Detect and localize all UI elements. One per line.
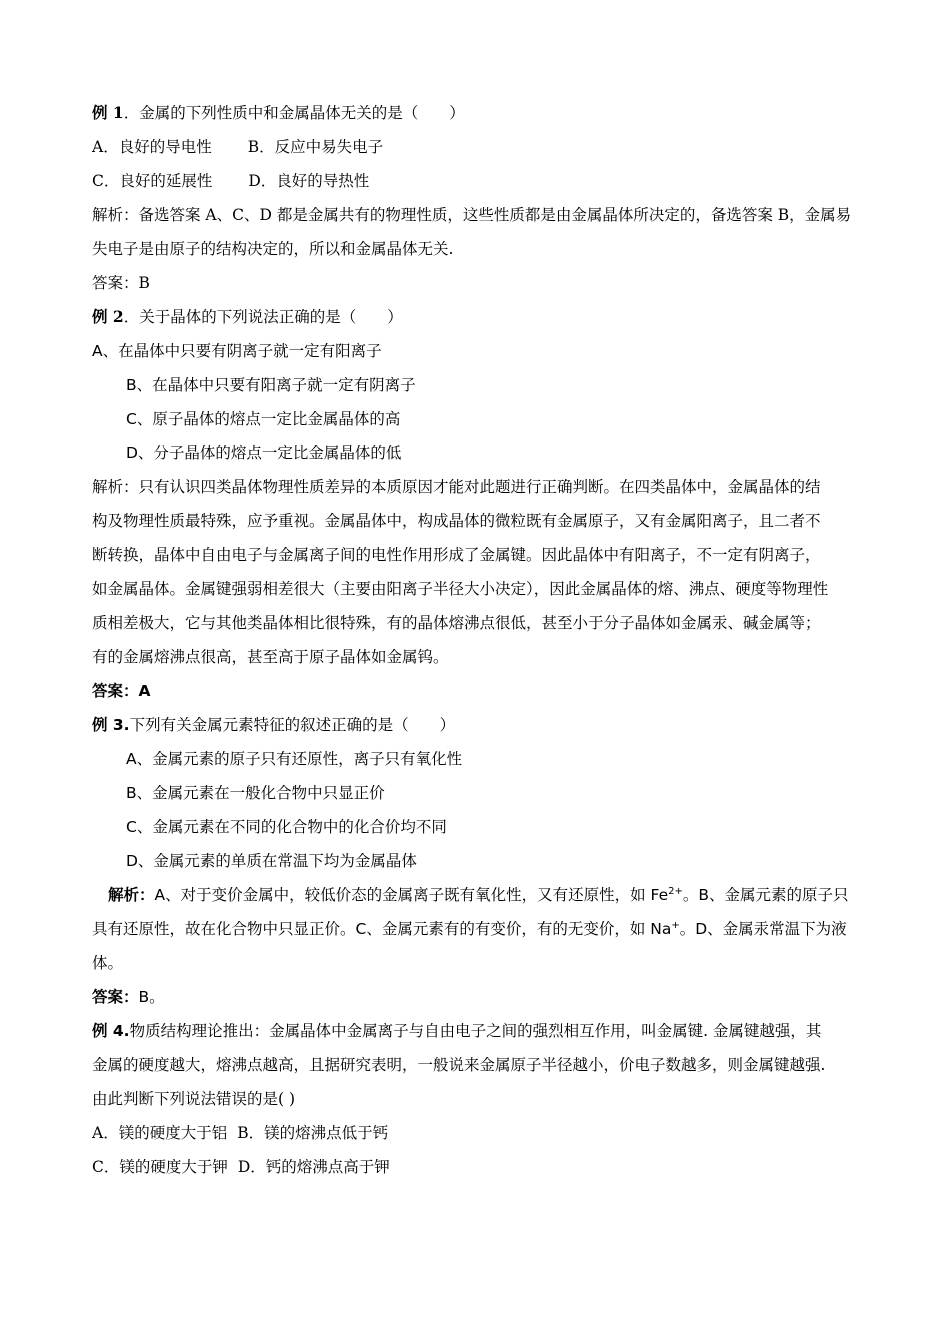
ex3-analysis-line-1 (92, 878, 862, 912)
ex3-analysis-text-2a: 具有还原性，故在化合物中只显正价。C、金属元素有的有变价，有的无变价，如 Na (92, 920, 672, 938)
ex4-question-line-2: 金属的硬度越大，熔沸点越高，且据研究表明，一般说来金属原子半径越小，价电子数越多，则金属键越强. (92, 1056, 826, 1074)
ex2-option-b: B、在晶体中只要有阳离子就一定有阴离子 (126, 376, 416, 394)
ex1-question-text: ．金属的下列性质中和金属晶体无关的是（ ） (123, 104, 465, 122)
ex2-analysis-line-3: 断转换，晶体中自由电子与金属离子间的电性作用形成了金属键。因此晶体中有阳离子，不一定有阴离子， (92, 546, 821, 564)
ex1-option-a: A．良好的导电性 (92, 138, 212, 156)
ex2-analysis-line-5: 质相差极大，它与其他类晶体相比很特殊，有的晶体熔沸点很低，甚至小于分子晶体如金属汞、碱金属等； (92, 614, 821, 632)
ex3-analysis-label: 解析： (108, 885, 155, 904)
ex2-answer: 答案：A (92, 682, 151, 700)
ex3-answer-label: 答案： (92, 987, 139, 1006)
ex2-analysis-line-2: 构及物理性质最特殊，应予重视。金属晶体中，构成晶体的微粒既有金属原子，又有金属阳离子，且二者不 (92, 512, 821, 530)
ex2-option-d: D、分子晶体的熔点一定比金属晶体的低 (126, 444, 402, 462)
ex4-options-cd (92, 1150, 862, 1184)
ex3-answer (92, 980, 862, 1014)
ex4-label: 例 4. (92, 1022, 130, 1040)
ex3-answer-value: B。 (138, 988, 165, 1006)
ex2-question-text: ．关于晶体的下列说法正确的是（ ） (123, 308, 403, 326)
ex2-analysis-line-1: 解析：只有认识四类晶体物理性质差异的本质原因才能对此题进行正确判断。在四类晶体中，金属晶体的结 (92, 478, 821, 496)
ex3-analysis-text-1b: 。B、金属元素的原子只 (682, 886, 849, 904)
ex4-option-b: B．镁的熔沸点低于钙 (237, 1124, 389, 1142)
ex1-option-d: D．良好的导热性 (248, 172, 370, 190)
ex4-option-d: D．钙的熔沸点高于钾 (237, 1158, 390, 1176)
ex4-options-ab (92, 1116, 862, 1150)
document-page (92, 96, 862, 1184)
ex3-option-a: A、金属元素的原子只有还原性，离子只有氧化性 (126, 750, 463, 768)
ex2-analysis-line-6: 有的金属熔沸点很高，甚至高于原子晶体如金属钨。 (92, 648, 449, 666)
fe-charge-superscript: 2+ (668, 885, 683, 897)
ex3-option-c: C、金属元素在不同的化合物中的化合价均不同 (126, 818, 447, 836)
ex3-option-b: B、金属元素在一般化合物中只显正价 (126, 784, 385, 802)
ex1-question (92, 96, 862, 130)
ex4-question-text-1: 物质结构理论推出：金属晶体中金属离子与自由电子之间的强烈相互作用，叫金属键. 金属键越强，其 (129, 1022, 822, 1040)
ex3-question (92, 708, 862, 742)
ex1-answer: 答案：B (92, 274, 150, 292)
ex2-option-a: A、在晶体中只要有阴离子就一定有阳离子 (92, 342, 382, 360)
ex4-question-line-3: 由此判断下列说法错误的是( ) (92, 1090, 296, 1108)
ex2-option-c: C、原子晶体的熔点一定比金属晶体的高 (126, 410, 401, 428)
ex1-option-b: B．反应中易失电子 (247, 138, 384, 156)
ex3-analysis-text-1a: A、对于变价金属中，较低价态的金属离子既有氧化性，又有还原性，如 Fe (154, 886, 669, 904)
ex1-option-c: C．良好的延展性 (92, 172, 213, 190)
ex1-analysis-line-2: 失电子是由原子的结构决定的，所以和金属晶体无关. (92, 240, 454, 258)
ex2-question (92, 300, 862, 334)
ex1-options-cd (92, 164, 862, 198)
ex4-question-line-1 (92, 1014, 862, 1048)
ex2-analysis-line-4: 如金属晶体。金属键强弱相差很大（主要由阳离子半径大小决定），因此金属晶体的熔、沸点、硬度等物理性 (92, 580, 829, 598)
ex3-analysis-line-3: 体。 (92, 954, 124, 972)
ex3-question-text: 下列有关金属元素特征的叙述正确的是（ ） (129, 716, 456, 734)
ex1-analysis-line-1: 解析：备选答案 A、C、D 都是金属共有的物理性质，这些性质都是由金属晶体所决定的，备选答案 B，金属易 (92, 206, 852, 224)
ex3-analysis-text-2b: 。D、金属汞常温下为液 (679, 920, 847, 938)
ex2-label: 例 2 (92, 307, 124, 326)
ex4-option-c: C．镁的硬度大于钾 (92, 1158, 228, 1176)
ex1-options-ab (92, 130, 862, 164)
na-charge-superscript: + (671, 919, 680, 931)
ex4-option-a: A．镁的硬度大于铝 (92, 1124, 228, 1142)
ex3-label: 例 3. (92, 716, 130, 734)
ex3-analysis-line-2 (92, 912, 862, 946)
ex3-option-d: D、金属元素的单质在常温下均为金属晶体 (126, 852, 417, 870)
ex1-label: 例 1 (92, 103, 124, 122)
